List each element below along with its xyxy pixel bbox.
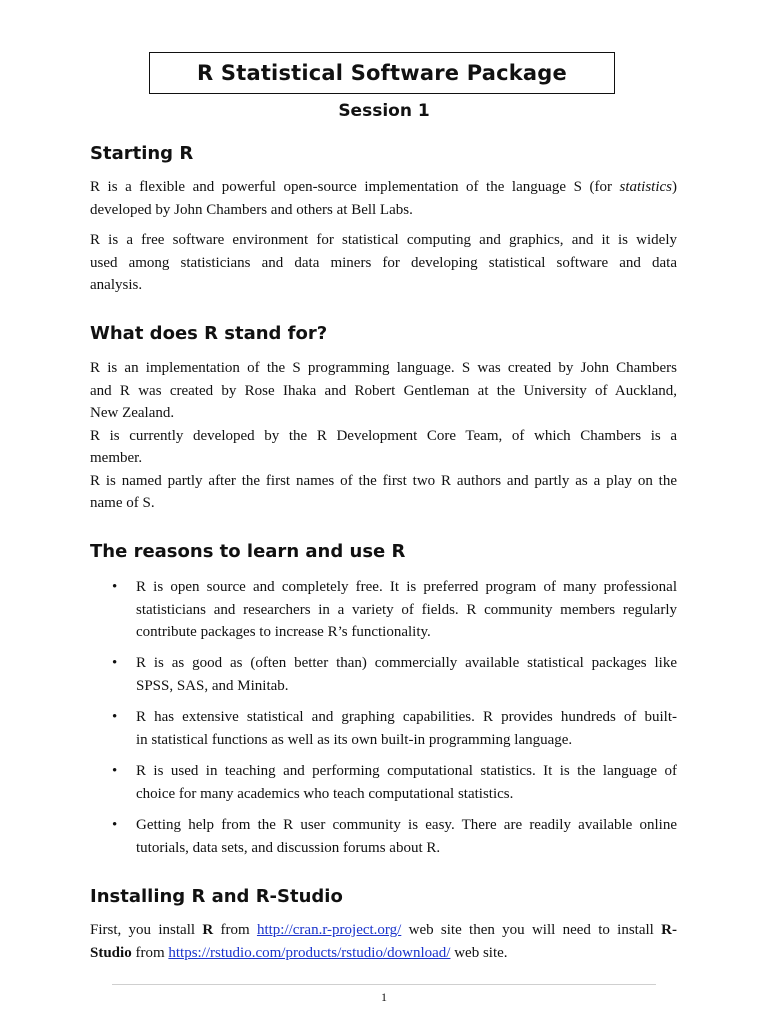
bullet-icon: • [112, 655, 118, 671]
paragraph-line: and R was created by Rose Ihaka and Robert Gentleman at the University of Auckland, [90, 382, 677, 399]
paragraph-installing [90, 919, 677, 964]
paragraph-line: member. [90, 450, 143, 466]
list-item-text: R is as good as (often better than) commercially available statistical packages like SPSS, SAS, and Minitab. [136, 655, 677, 694]
bold-r-studio-part2: Studio [90, 944, 132, 961]
list-item-text: R is open source and completely free. It is preferred program of many professional statisticians and researchers in a variety of fields. R community members regularly contribute packages to increase R’s functionality. [136, 579, 677, 640]
cran-link[interactable]: http://cran.r-project.org/ [256, 922, 402, 938]
list-item-text: R is used in teaching and performing computational statistics. It is the language of choice for many academics who teach computational statistics. [136, 763, 677, 802]
paragraph-line: First, you install R from http://cran.r-project.org/ web site then you will need to install R- [90, 922, 677, 938]
paragraph-line: R is a free software environment for statistical computing and graphics, and it is widely [90, 232, 677, 248]
heading-reasons: The reasons to learn and use R [90, 541, 406, 562]
italic-term: statistics [619, 179, 672, 195]
bullet-icon: • [112, 763, 118, 779]
paragraph-line: R is currently developed by the R Development Core Team, of which Chambers is a [90, 427, 677, 444]
paragraph-line: R is named partly after the first names of the first two R authors and partly as a play on the [90, 472, 677, 489]
heading-what-does-r-stand-for: What does R stand for? [90, 323, 328, 344]
paragraph-line: name of S. [90, 495, 155, 511]
paragraph-stand-for [90, 357, 677, 515]
paragraph-line: used among statisticians and data miners for developing statistical software and data [90, 254, 677, 271]
footer-divider [112, 984, 656, 985]
heading-starting-r: Starting R [90, 143, 194, 164]
paragraph-starting-1 [90, 176, 677, 221]
page-number: 1 [381, 990, 387, 1004]
paragraph-starting-2 [90, 229, 677, 297]
paragraph-line: developed by John Chambers and others at Bell Labs. [90, 201, 413, 218]
heading-installing: Installing R and R-Studio [90, 886, 343, 907]
paragraph-line: Studio from https://rstudio.com/products/rstudio/download/ web site. [90, 944, 508, 961]
list-item-text: Getting help from the R user community is easy. There are readily available online tutorials, data sets, and discussion forums about R. [136, 817, 677, 856]
rstudio-download-link[interactable]: https://rstudio.com/products/rstudio/download/ [168, 944, 451, 961]
session-label: Session 1 [338, 101, 430, 121]
paragraph-line: New Zealand. [90, 405, 175, 421]
bullet-icon: • [112, 579, 118, 595]
bullet-icon: • [112, 817, 118, 833]
paragraph-line: R is a flexible and powerful open-source implementation of the language S (for statistics) [90, 179, 677, 195]
bold-r-studio-part1: R- [661, 922, 677, 938]
paragraph-line: R is an implementation of the S programming language. S was created by John Chambers [90, 360, 677, 376]
title-box [149, 52, 615, 94]
document-title: R Statistical Software Package [197, 61, 567, 85]
bullet-icon: • [112, 709, 118, 725]
bold-r: R [202, 922, 214, 938]
paragraph-line: analysis. [90, 277, 143, 293]
list-item-text: R has extensive statistical and graphing capabilities. R provides hundreds of built- in statistical functions as well as its own built-in programming language. [136, 709, 677, 748]
